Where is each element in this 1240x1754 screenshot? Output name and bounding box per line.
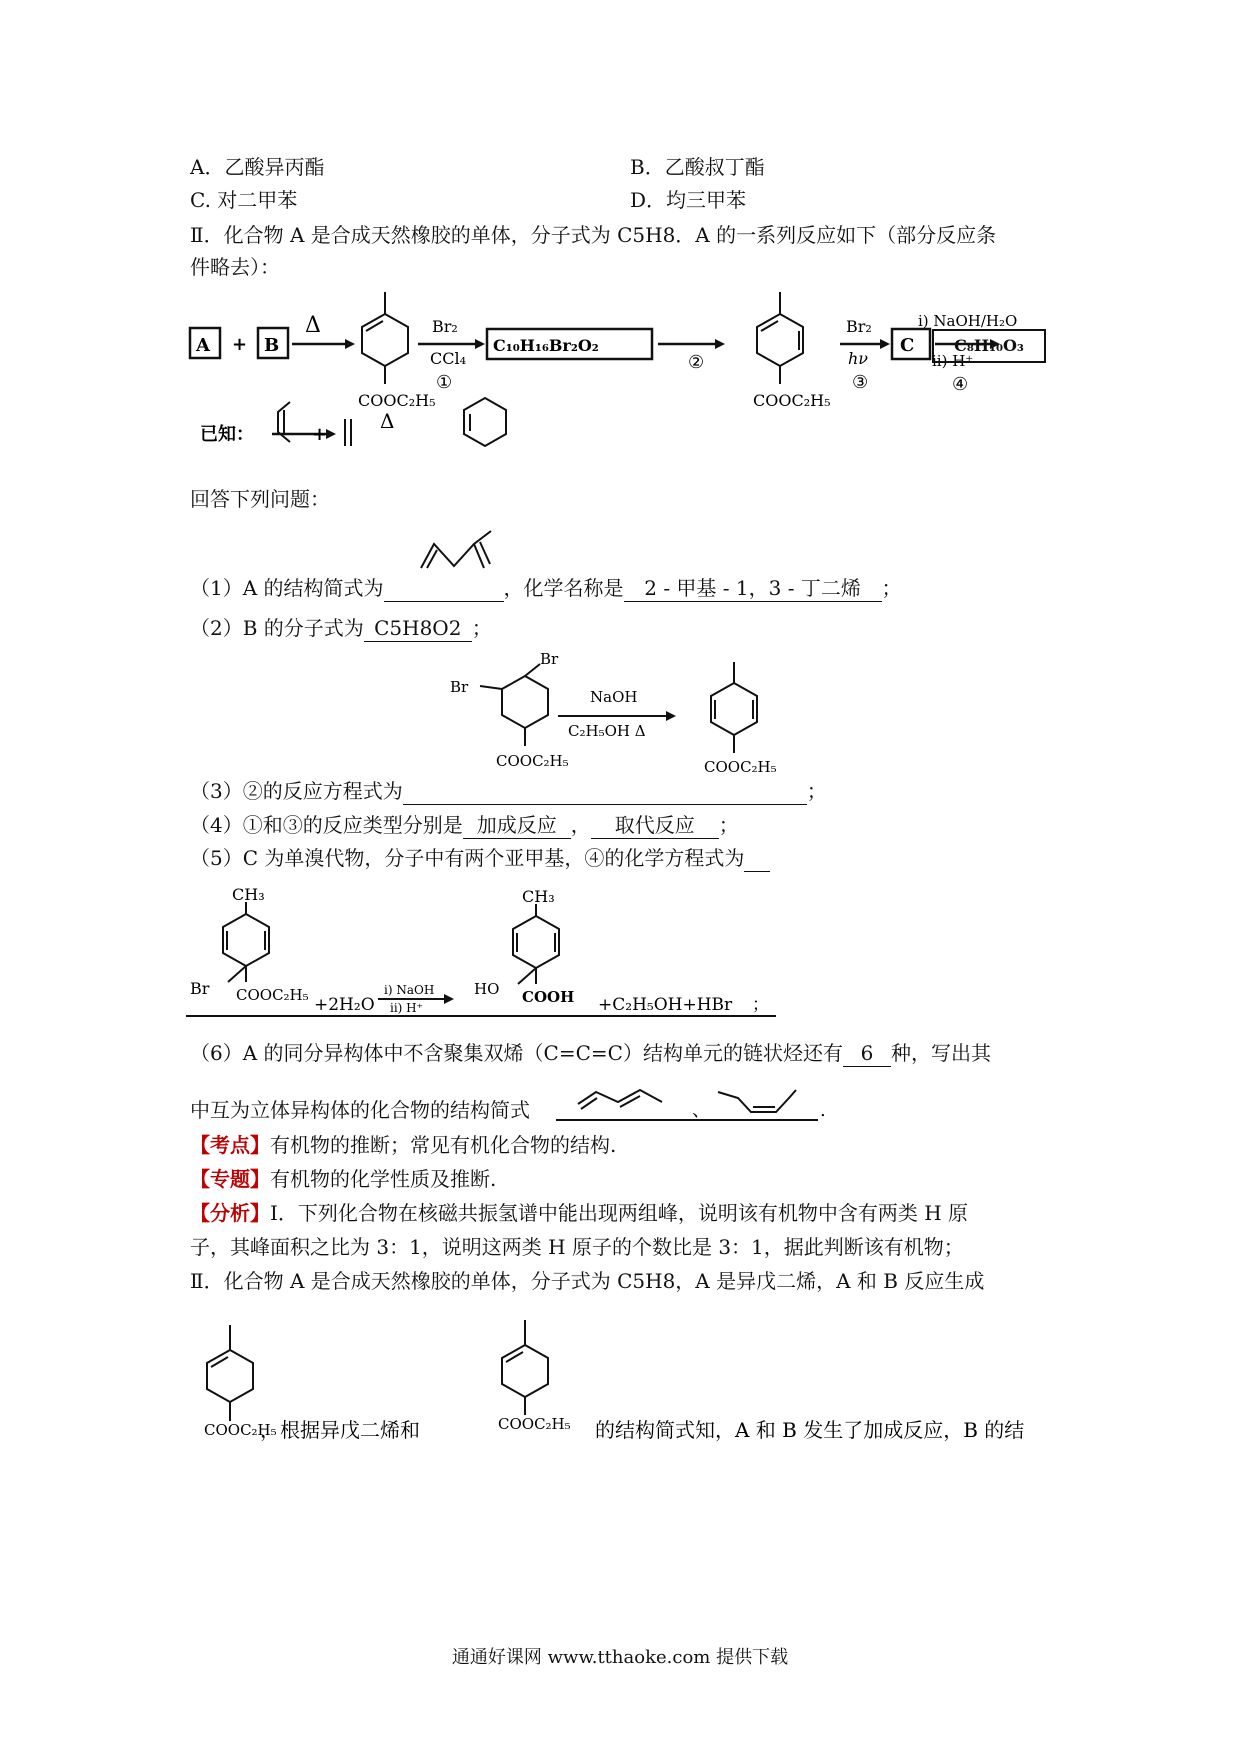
part2-intro-line2: 件略去）： (190, 255, 280, 279)
q2-answer: C5H8O2 (364, 615, 472, 642)
reagent1-bottom: CCl₄ (430, 349, 467, 368)
reagent3-bottom: hν (848, 349, 869, 368)
box-final: C₈H₁₀O₃ (932, 329, 1046, 363)
reaction-scheme (180, 284, 1020, 484)
q5-plus-water: +2H₂O (314, 995, 375, 1015)
cyclohexene-ester-1 (362, 292, 408, 384)
delta-sign: Δ (305, 313, 321, 338)
prompt: 回答下列问题： (190, 487, 330, 511)
reagent3-top: Br₂ (846, 317, 872, 336)
q2: （2）B 的分子式为 C5H8O2 ； (190, 616, 492, 640)
fenxi-line3: Ⅱ．化合物 A 是合成天然橡胶的单体，分子式为 C5H8，A 是异戊二烯，A 和 B 反应生成 (190, 1269, 985, 1293)
part2-intro-line1: Ⅱ．化合物 A 是合成天然橡胶的单体，分子式为 C5H8．A 的一系列反应如下（部分反应条 (190, 223, 997, 247)
option-d: D．均三甲苯 (630, 188, 747, 212)
q5-prefix: （5）C 为单溴代物，分子中有两个亚甲基，④的化学方程式为 (190, 845, 770, 872)
cooc2h5-label: COOC₂H₅ (358, 391, 436, 410)
q6-sep: 、 (692, 1100, 710, 1121)
q6-end: . (820, 1100, 826, 1121)
known-plus: + (312, 424, 328, 445)
q3-cooc2h5-right: COOC₂H₅ (704, 758, 777, 776)
q5-ho: HO (474, 980, 500, 998)
reagent1-top: Br₂ (432, 317, 458, 336)
q6-line2: 中互为立体异构体的化合物的结构简式 (190, 1098, 530, 1122)
q5-products: +C₂H₅OH+HBr (598, 995, 733, 1015)
q4-answer1: 加成反应 (463, 812, 571, 839)
q6-isomer-structures (556, 1078, 826, 1122)
q6-answer-count: 6 (843, 1040, 891, 1067)
cooc2h5-label-2: COOC₂H₅ (753, 391, 831, 410)
q3-cooc2h5-left: COOC₂H₅ (496, 752, 569, 770)
footer: 通通好课网 www.tthaoke.com 提供下载 (451, 1647, 789, 1668)
known-label: 已知： (200, 424, 254, 445)
step3-label: ③ (852, 372, 869, 393)
fenxi-line4b: 的结构简式知，A 和 B 发生了加成反应，B 的结 (595, 1418, 1025, 1442)
q4-answer2: 取代反应 (591, 812, 719, 839)
q5-cooh: COOH (522, 988, 575, 1006)
q5-br: Br (190, 979, 210, 998)
known-delta: Δ (380, 409, 395, 433)
option-b: B．乙酸叔丁酯 (630, 155, 765, 179)
box-a-label: A (196, 335, 210, 356)
fenxi-structures (190, 1305, 1090, 1455)
fenxi-line2: 子，其峰面积之比为 3：1，说明这两类 H 原子的个数比是 3：1，据此判断该有机物； (190, 1235, 964, 1259)
q5-ch3-right: CH₃ (522, 887, 555, 906)
q4: （4）①和③的反应类型分别是 加成反应 ， 取代反应 ； (190, 813, 739, 837)
q3-br-left: Br (450, 678, 469, 696)
q5-cond-top: i) NaOH (384, 983, 435, 997)
q3-reaction-diagram (440, 648, 820, 778)
fenxi-cooc2h5-1: COOC₂H₅ (204, 1421, 277, 1439)
step4-label: ④ (952, 374, 969, 395)
cyclohexadiene-ester (757, 292, 803, 384)
fenxi-line4a: ，根据异戊二烯和 (260, 1418, 420, 1442)
fenxi-cooc2h5-2: COOC₂H₅ (498, 1415, 571, 1433)
box-product1-label: C₁₀H₁₆Br₂O₂ (493, 336, 599, 355)
fenxi-line1: 【分析】Ⅰ．下列化合物在核磁共振氢谱中能出现两组峰，说明该有机物中含有两类 H 原 (190, 1201, 969, 1225)
step2-label: ② (688, 352, 705, 373)
reagent4-top: i) NaOH/H₂O (918, 312, 1018, 330)
plus-sign: + (232, 334, 248, 355)
zhuanti: 【专题】有机物的化学性质及推断. (190, 1167, 497, 1191)
q5-end: ； (752, 995, 769, 1015)
q3: （3）②的反应方程式为 ； (190, 779, 827, 803)
isoprene-structure (416, 526, 496, 576)
step1-label: ① (436, 372, 453, 393)
q5-ch3-left: CH₃ (232, 885, 265, 904)
q1-answer-name: 2 - 甲基 - 1，3 - 丁二烯 (624, 575, 882, 602)
q6-line1: （6）A 的同分异构体中不含聚集双烯（C=C=C）结构单元的链状烃还有 6 种，写出其 (190, 1041, 991, 1065)
kaodian: 【考点】有机物的推断；常见有机化合物的结构. (190, 1133, 617, 1157)
option-a: A．乙酸异丙酯 (190, 155, 325, 179)
box-b-label: B (264, 335, 280, 356)
box-c-label: C (900, 335, 915, 356)
q5-cond-bottom: ii) H⁺ (390, 1001, 423, 1015)
q5-cooc2h5: COOC₂H₅ (236, 986, 309, 1004)
q3-reagent-top: NaOH (590, 688, 638, 706)
reagent4-bottom: ii) H⁺ (932, 352, 974, 370)
q3-br-top: Br (540, 650, 559, 668)
q3-reagent-bottom: C₂H₅OH Δ (568, 722, 646, 740)
q5-reaction-diagram (186, 882, 806, 1022)
option-c: C. 对二甲苯 (190, 188, 298, 212)
q1: （1）A 的结构简式为 ，化学名称是 2 - 甲基 - 1，3 - 丁二烯 ； (190, 576, 902, 600)
